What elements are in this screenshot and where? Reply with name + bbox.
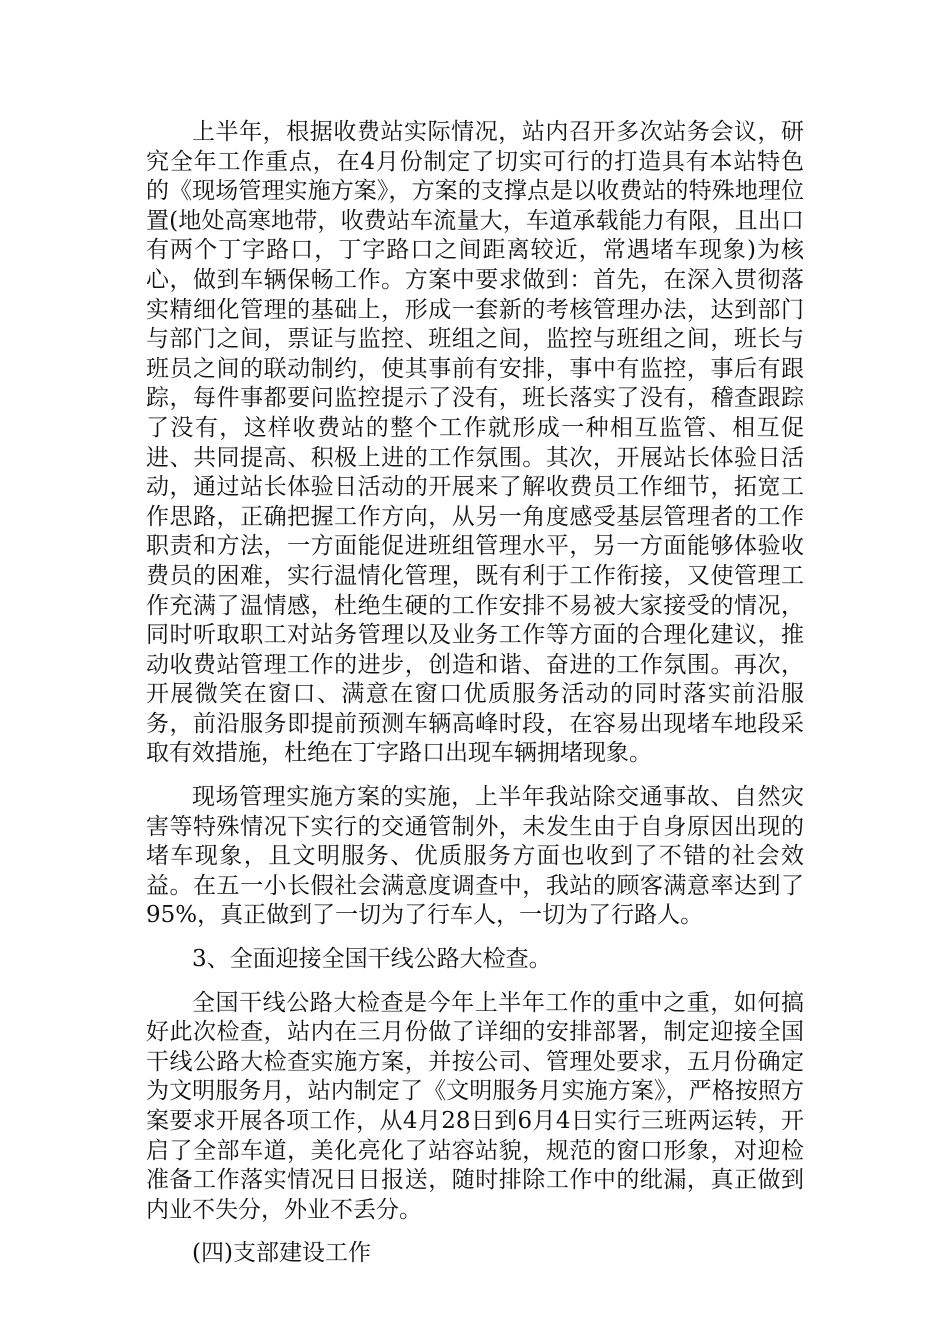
paragraph-inspection-details: 全国干线公路大检查是今年上半年工作的重中之重，如何搞好此次检查，站内在三月份做了详细的安排部署，制定迎接全国干线公路大检查实施方案，并按公司、管理处要求，五月份确定为文明服务月，站内制定了《文明服务月实施方案》，严格按照方案要求开展各项工作，从4月28日到6月4日实行三班两运转，开启了全部车道，美化亮化了站容站貌，规范的窗口形象，对迎检准备工作落实情况日日报送，随时排除工作中的纰漏，真正做到内业不失分，外业不丢分。	[146, 989, 804, 1223]
paragraph-plan-results: 现场管理实施方案的实施，上半年我站除交通事故、自然灾害等特殊情况下实行的交通管制外，未发生由于自身原因出现的堵车现象，且文明服务、优质服务方面也收到了不错的社会效益。在五一小长假社会满意度调查中，我站的顾客满意率达到了95%，真正做到了一切为了行车人，一切为了行路人。	[146, 784, 804, 929]
section-heading-branch-building: (四)支部建设工作	[192, 1240, 371, 1267]
paragraph-site-management-plan: 上半年，根据收费站实际情况，站内召开多次站务会议，研究全年工作重点，在4月份制定了切实可行的打造具有本站特色的《现场管理实施方案》，方案的支撑点是以收费站的特殊地理位置(地处高寒地带，收费站车流量大，车道承载能力有限，且出口有两个丁字路口，丁字路口之间距离较近，常遇堵车现象)为核心，做到车辆保畅工作。方案中要求做到：首先，在深入贯彻落实精细化管理的基础上，形成一套新的考核管理办法，达到部门与部门之间，票证与监控、班组之间，监控与班组之间，班长与班员之间的联动制约，使其事前有安排，事中有监控，事后有跟踪，每件事都要问监控提示了没有，班长落实了没有，稽查跟踪了没有，这样收费站的整个工作就形成一种相互监管、相互促进、共同提高、积极上进的工作氛围。其次，开展站长体验日活动，通过站长体验日活动的开展来了解收费员工作细节，拓宽工作思路，正确把握工作方向，从另一角度感受基层管理者的工作职责和方法，一方面能促进班组管理水平，另一方面能够体验收费员的困难，实行温情化管理，既有利于工作衔接，又使管理工作充满了温情感，杜绝生硬的工作安排不易被大家接受的情况，同时听取职工对站务管理以及业务工作等方面的合理化建议，推动收费站管理工作的进步，创造和谐、奋进的工作氛围。再次，开展微笑在窗口、满意在窗口优质服务活动的同时落实前沿服务，前沿服务即提前预测车辆高峰时段，在容易出现堵车地段采取有效措施，杜绝在丁字路口出现车辆拥堵现象。	[146, 119, 804, 767]
section-heading-inspection: 3、全面迎接全国干线公路大检查。	[192, 946, 552, 973]
document-body	[146, 118, 804, 1283]
